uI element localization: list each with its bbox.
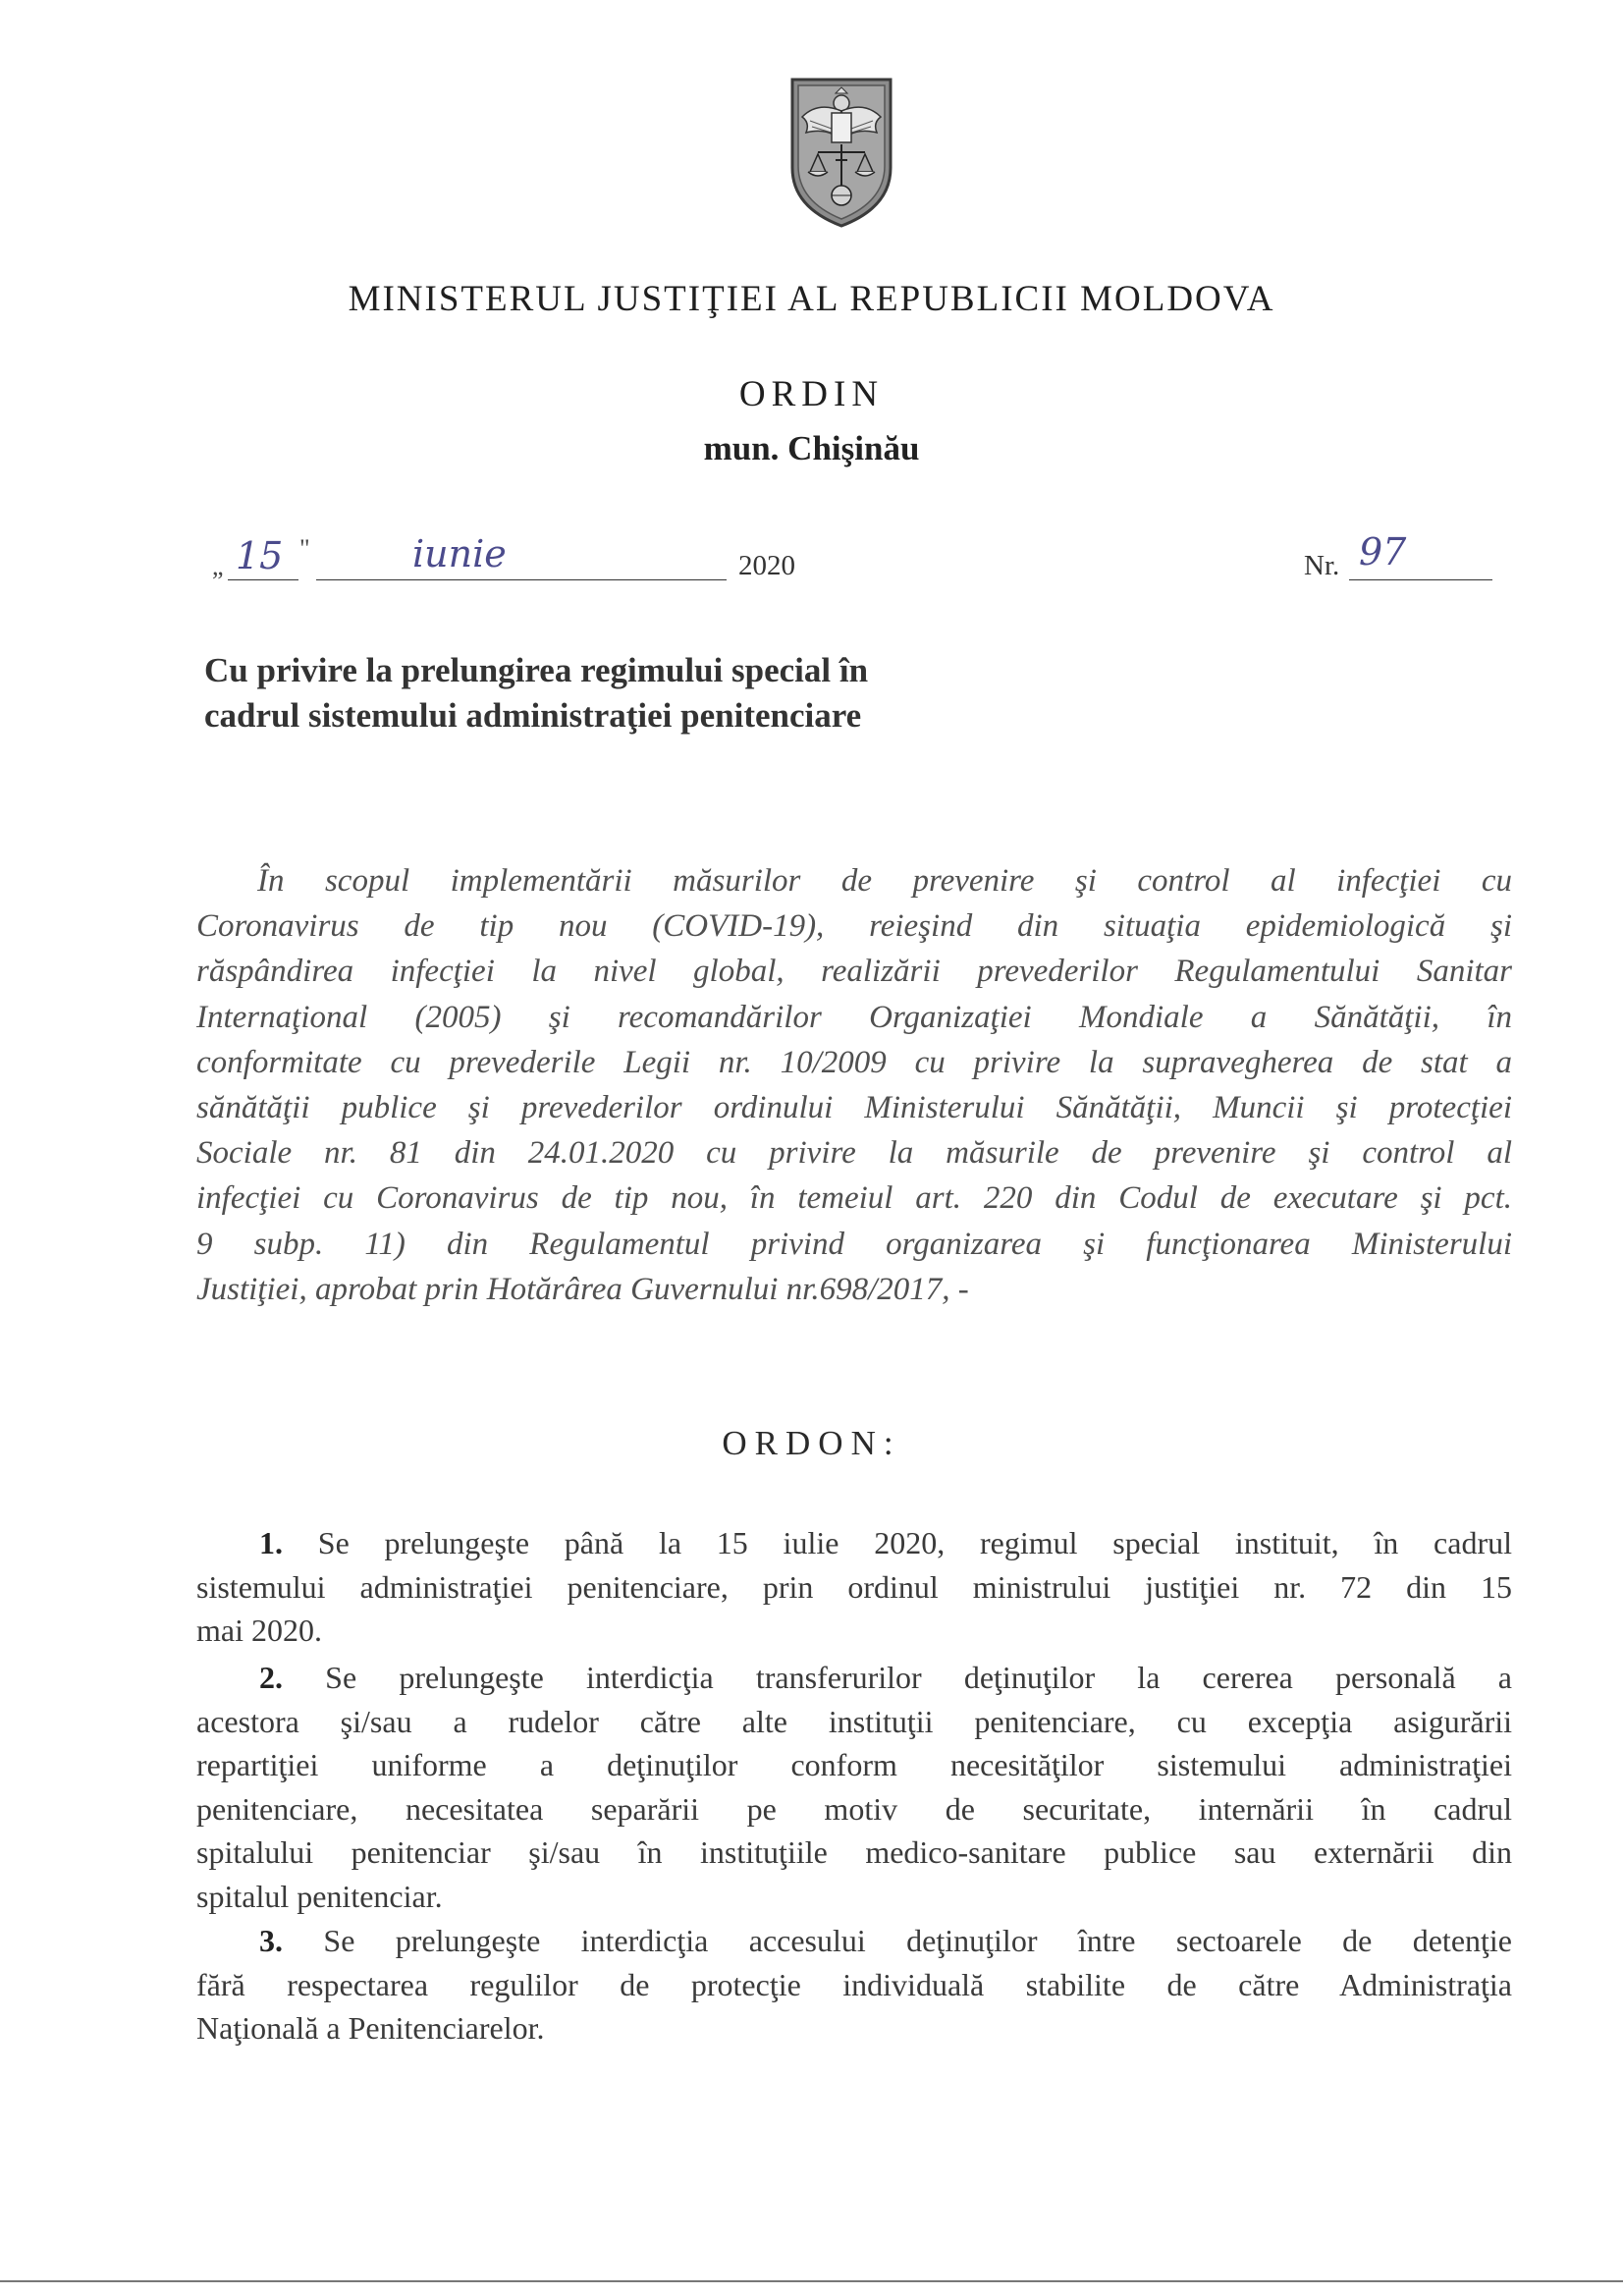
number-label: Nr. [1304,550,1340,581]
ordon-heading: ORDON: [722,1424,901,1462]
item-line: mai 2020. [196,1613,322,1648]
preamble-line: conformitate cu prevederile Legii nr. 10/2009 cu privire la supravegherea de stat a [196,1044,1512,1080]
city: mun. Chişinău [703,429,920,467]
number-field [1349,579,1492,580]
date-day: 15 [236,534,284,577]
preamble-paragraph [196,858,1512,1312]
month-field [316,579,727,580]
item-line: penitenciare, necesitatea separării pe motiv de securitate, internării în cadrul [196,1790,1512,1827]
date-month: iunie [412,532,507,575]
preamble-line: Internaţional (2005) şi recomandărilor Organizaţiei Mondiale a Sănătăţii, în [196,999,1512,1035]
order-item-3 [196,1919,1512,2050]
date-year: 2020 [738,550,795,581]
item-line: repartiţiei uniforme a deţinuţilor conform necesităţilor sistemului administraţiei [196,1747,1512,1782]
item-line: Se prelungeşte interdicţia accesului deţinuţilor între sectoarele de detenţie [323,1923,1513,1958]
order-number: 97 [1359,530,1407,574]
subject-line: cadrul sistemului administraţiei penitenciare [204,696,862,735]
preamble-line: 9 subp. 11) din Regulamentul privind organizarea şi funcţionarea Ministerului [196,1226,1512,1262]
item-line: acestora şi/sau a rudelor către alte instituţii penitenciare, cu excepţia asigurării [196,1703,1512,1739]
item-line: Naţională a Penitenciarelor. [196,2010,545,2046]
day-field [228,579,298,580]
date-number-line: „ 15 " iunie 2020 Nr. 97 [0,528,1623,597]
item-line: spitalului penitenciar şi/sau în instituţiile medico-sanitare publice sau externării din [196,1834,1512,1870]
coat-of-arms-emblem [788,78,894,228]
preamble-line: Sociale nr. 81 din 24.01.2020 cu privire la măsurile de prevenire şi control al [196,1135,1512,1172]
item-line: Se prelungeşte interdicţia transferurilor deţinuţilor la cererea personală a [325,1660,1513,1695]
subject-line: Cu privire la prelungirea regimului special în [204,651,869,689]
item-number: 1. [259,1525,283,1560]
preamble-line: sănătăţii publice şi prevederilor ordinului Ministerului Sănătăţii, Muncii şi protecţiei [196,1089,1512,1125]
preamble-line: infecţiei cu Coronavirus de tip nou, în temeiul art. 220 din Codul de executare şi pct. [196,1180,1512,1217]
item-number: 3. [259,1923,283,1958]
preamble-line: Justiţiei, aprobat prin Hotărârea Guvernului nr.698/2017, - [196,1271,969,1307]
order-subject [204,648,868,738]
preamble-line: răspândirea infecţiei la nivel global, realizării prevederilor Regulamentului Sanitar [196,954,1512,990]
order-item-2 [196,1656,1512,1918]
item-line: fără respectarea regulilor de protecţie individuală stabilite de către Administraţia [196,1966,1512,2002]
document-type: ORDIN [738,374,885,414]
item-line: sistemului administraţiei penitenciare, prin ordinul ministrului justiţiei nr. 72 din 15 [196,1568,1512,1605]
preamble-line: Coronavirus de tip nou (COVID-19), reieşind din situaţia epidemiologică şi [196,908,1512,945]
order-item-1 [196,1521,1512,1653]
item-line: spitalul penitenciar. [196,1878,443,1914]
ministry-title: MINISTERUL JUSTIŢIEI AL REPUBLICII MOLDOVA [348,279,1275,319]
item-number: 2. [259,1660,283,1695]
item-line: Se prelungeşte până la 15 iulie 2020, regimul special instituit, în cadrul [317,1525,1513,1560]
preamble-line: În scopul implementării măsurilor de prevenire şi control al infecţiei cu [257,863,1512,899]
page-bottom-divider [0,2280,1623,2282]
